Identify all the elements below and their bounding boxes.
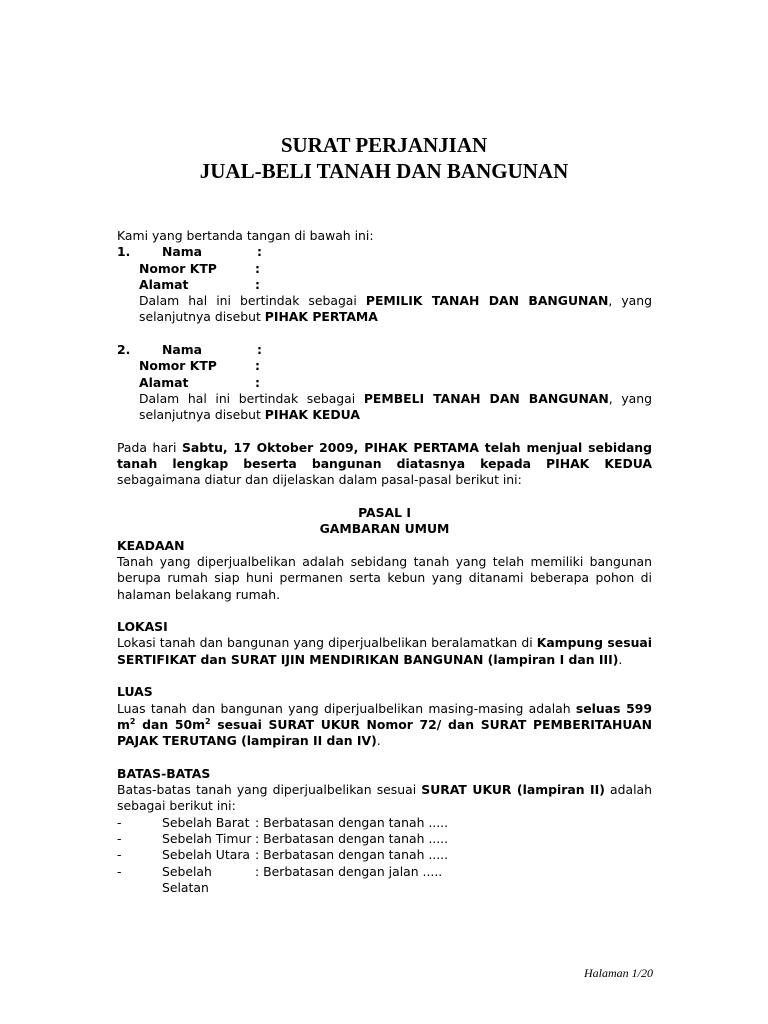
list-item: - Sebelah Utara : Berbatasan dengan tanah .....	[117, 847, 449, 863]
intro-text: Kami yang bertanda tangan di bawah ini:	[117, 228, 374, 243]
keadaan-heading: KEADAAN	[117, 537, 185, 553]
party-1-address-colon: :	[255, 276, 260, 292]
keadaan-text: Tanah yang diperjualbelikan adalah sebidang tanah yang telah memiliki bangunan berupa rumah siap huni permanen serta kebun yang ditanami beberapa pohon di halaman belakang rumah.	[117, 553, 652, 602]
luas-text: Luas tanah dan bangunan yang diperjualbelikan masing-masing adalah seluas 599 $m^2$ dan $50m^2$ sesuai SURAT UKUR Nomor 72/ dan SURAT PEMBERITAHUAN PAJAK TERUTANG (lampiran II dan IV).	[117, 700, 652, 749]
party-1-name-label: Nama	[162, 244, 203, 260]
party-2-ktp-label: Nomor KTP	[139, 358, 217, 374]
list-item: - Sebelah Timur : Berbatasan dengan tanah .....	[117, 830, 449, 846]
page-number: Halaman 1/20	[584, 966, 653, 980]
lokasi-heading: LOKASI	[117, 619, 168, 635]
list-item: - Sebelah Selatan : Berbatasan dengan jalan .....	[117, 863, 443, 895]
party-2-name-colon: :	[257, 342, 262, 358]
document-body	[117, 228, 652, 896]
party-1-ktp-row	[117, 261, 652, 277]
lokasi-text: Lokasi tanah dan bangunan yang diperjualbelikan beralamatkan di Kampung sesuai SERTIFIKAT dan SURAT IJIN MENDIRIKAN BANGUNAN (lampiran I dan III).	[117, 635, 652, 667]
party-2-ktp-colon: :	[255, 358, 260, 374]
party-1-description: Dalam hal ini bertindak sebagai PEMILIK TANAH DAN BANGUNAN, yang selanjutnya disebut PIHAK PERTAMA	[139, 293, 652, 325]
party-2-ktp-row	[117, 358, 652, 374]
document-title: SURAT PERJANJIAN	[280, 133, 488, 157]
party-2-name-row	[117, 342, 652, 358]
party-2-name-label: Nama	[162, 342, 203, 358]
party-1-ktp-label: Nomor KTP	[139, 260, 217, 276]
list-item: - Sebelah Barat : Berbatasan dengan tanah .....	[117, 814, 449, 830]
document-subtitle: JUAL-BELI TANAH DAN BANGUNAN	[199, 159, 569, 183]
party-1-name-row	[117, 244, 652, 260]
party-2-address-row	[117, 375, 652, 391]
party-1	[117, 244, 652, 325]
luas-heading: LUAS	[117, 684, 153, 700]
party-1-address-row	[117, 277, 652, 293]
party-2-address-colon: :	[255, 374, 260, 390]
party-2-address-label: Alamat	[139, 374, 189, 390]
party-1-address-label: Alamat	[139, 276, 189, 292]
party-2-description: Dalam hal ini bertindak sebagai PEMBELI TANAH DAN BANGUNAN, yang selanjutnya disebut PIHAK KEDUA	[139, 390, 652, 423]
pasal-number: PASAL I	[358, 505, 411, 521]
batas-text: Batas-batas tanah yang diperjualbelikan sesuai SURAT UKUR (lampiran II) adalah sebagai berikut ini:	[117, 782, 652, 814]
batas-list	[117, 815, 652, 896]
party-1-number: 1.	[117, 244, 131, 260]
party-2-number: 2.	[117, 342, 131, 358]
batas-heading: BATAS-BATAS	[117, 765, 211, 781]
sale-statement: Pada hari Sabtu, 17 Oktober 2009, PIHAK PERTAMA telah menjual sebidang tanah lengkap beserta bangunan diatasnya kepada PIHAK KEDUA sebagaimana diatur dan dijelaskan dalam pasal-pasal berikut ini:	[117, 439, 652, 488]
party-1-ktp-colon: :	[255, 260, 260, 276]
pasal-title: GAMBARAN UMUM	[319, 521, 450, 537]
party-1-name-colon: :	[257, 244, 262, 260]
party-2	[117, 342, 652, 423]
